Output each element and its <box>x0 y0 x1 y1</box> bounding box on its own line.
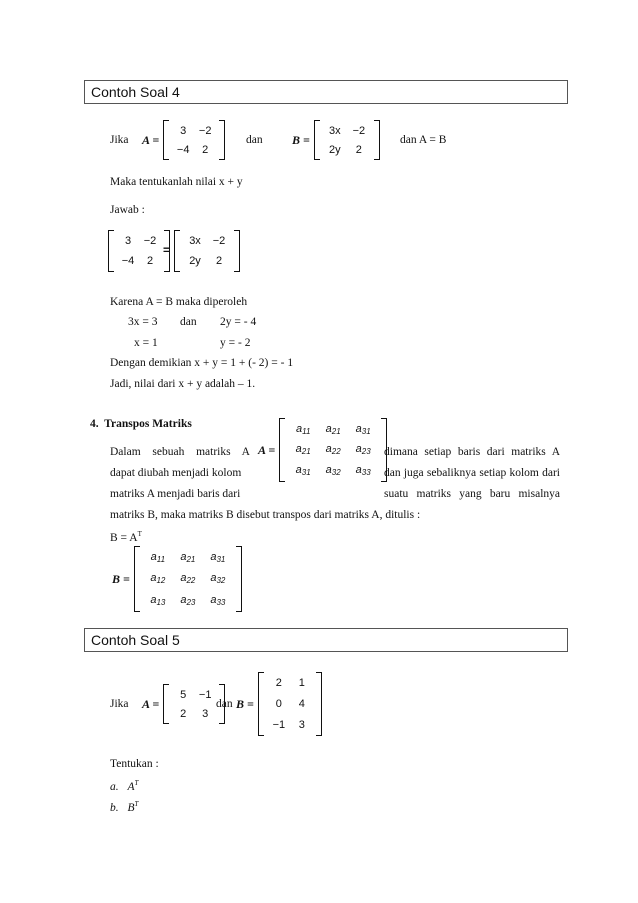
ex4-line1c: 2y = - 4 <box>220 316 257 328</box>
cell: 2 <box>355 143 362 156</box>
matrix-entry <box>143 551 173 564</box>
entry-subscript: 23 <box>361 447 371 457</box>
matrix-entry <box>318 464 348 477</box>
ex4-dan: dan <box>246 134 263 146</box>
item-text: B <box>127 802 135 814</box>
entry-subscript: 12 <box>156 576 166 586</box>
sec4-p2b: dan juga sebaliknya setiap kolom dari <box>384 467 560 479</box>
ex5-item-a <box>110 779 138 793</box>
entry-letter: a <box>150 551 157 564</box>
entry-subscript: 31 <box>361 426 371 436</box>
example-4-title-box <box>84 80 568 104</box>
entry-letter: a <box>325 443 332 456</box>
cell: 2 <box>180 707 187 720</box>
cell: −2 <box>143 235 157 247</box>
cell: 2y <box>329 143 341 156</box>
entry-letter: a <box>295 422 303 435</box>
entry-letter: a <box>210 593 217 606</box>
entry-letter: a <box>355 443 362 456</box>
ex4-line2a: x = 1 <box>134 337 158 349</box>
sec4-p1b: dimana setiap baris dari matriks A <box>384 446 560 458</box>
entry-letter: a <box>180 551 187 564</box>
matrix-entry <box>288 443 318 456</box>
entry-letter: a <box>150 593 157 606</box>
entry-letter: a <box>295 464 302 477</box>
example-5-title-box <box>84 628 568 652</box>
matrix-entry <box>318 423 348 436</box>
entry-subscript: 11 <box>156 555 166 565</box>
matrix-entry <box>203 551 233 564</box>
cell: −2 <box>198 124 212 137</box>
ex4-demikian: Dengan demikian x + y = 1 + (- 2) = - 1 <box>110 357 294 369</box>
matrix-entry <box>288 464 318 477</box>
cell: 3 <box>298 718 305 731</box>
ex4-jika: Jika <box>110 134 129 146</box>
sec4-p3b: suatu matriks yang baru misalnya <box>384 488 560 500</box>
ex5-tentukan: Tentukan : <box>110 758 159 770</box>
item-marker: b. <box>110 802 119 814</box>
entry-subscript: 22 <box>186 576 196 586</box>
item-text: A <box>127 781 135 793</box>
cell: 3x <box>189 235 201 247</box>
cell: 2 <box>146 255 154 267</box>
ex4-jadi: Jadi, nilai dari x + y adalah – 1. <box>110 378 256 390</box>
transpose-superscript: T <box>134 800 139 808</box>
entry-subscript: 11 <box>302 426 311 436</box>
cell: 0 <box>275 697 282 710</box>
cell: 2 <box>215 255 223 267</box>
entry-letter: a <box>355 422 362 435</box>
entry-letter: a <box>325 422 332 435</box>
ex4-karena: Karena A = B maka diperoleh <box>110 296 248 308</box>
ex4-line1a: 3x = 3 <box>128 316 158 328</box>
entry-subscript: 33 <box>216 597 226 607</box>
matrix-entry <box>203 572 233 585</box>
matrix-a-label: A = <box>258 442 276 457</box>
item-marker: a. <box>110 781 119 793</box>
cell: 5 <box>180 688 187 701</box>
cell: 4 <box>298 697 305 710</box>
example-4-title: Contoh Soal 4 <box>91 84 180 100</box>
ex4-line1b: dan <box>180 316 197 328</box>
entry-subscript: 33 <box>361 468 371 478</box>
ex4-matrix-right <box>174 230 240 272</box>
entry-letter: a <box>180 593 187 606</box>
entry-letter: a <box>210 572 217 585</box>
cell: 1 <box>298 677 305 690</box>
ex4-jawab: Jawab : <box>110 204 145 216</box>
entry-letter: a <box>295 443 302 456</box>
cell: −4 <box>176 143 190 156</box>
entry-subscript: 22 <box>331 447 341 457</box>
cell: 2 <box>275 677 282 690</box>
sec4-p1a: Dalam sebuah matriks A <box>110 446 250 458</box>
transpose-superscript: T <box>134 779 139 787</box>
entry-letter: a <box>150 572 157 585</box>
ex4-matrix-left <box>108 230 170 272</box>
sec4-matrix-b <box>112 546 242 612</box>
entry-subscript: 32 <box>331 468 341 478</box>
cell: −1 <box>272 718 286 731</box>
ex5-dan: dan <box>216 698 233 710</box>
entry-subscript: 21 <box>301 447 311 457</box>
matrix-entry <box>143 572 173 585</box>
b-equals-a: B = A <box>110 532 138 544</box>
sec4-p3a: matriks A menjadi baris dari <box>110 488 241 500</box>
cell: −2 <box>352 124 366 137</box>
ex4-dan-ab: dan A = B <box>400 134 447 146</box>
matrix-a-label: A = <box>142 132 160 147</box>
ex5-jika: Jika <box>110 698 129 710</box>
matrix-entry <box>348 423 378 436</box>
matrix-entry <box>348 464 378 477</box>
ex4-matrix-b <box>292 120 380 160</box>
cell: 3x <box>329 124 341 137</box>
section-heading: 4. Transpos Matriks <box>90 418 192 430</box>
sec4-p4: matriks B, maka matriks B disebut transpos dari matriks A, ditulis : <box>110 509 421 521</box>
ex5-matrix-a <box>142 684 225 724</box>
entry-subscript: 32 <box>216 576 226 586</box>
matrix-a-label: A = <box>142 696 160 711</box>
entry-letter: a <box>180 572 187 585</box>
cell: 3 <box>124 235 132 247</box>
cell: 2 <box>202 143 209 156</box>
entry-letter: a <box>355 464 362 477</box>
entry-subscript: 23 <box>186 597 196 607</box>
ex5-matrix-b <box>236 672 322 736</box>
sec4-p2a: dapat diubah menjadi kolom <box>110 467 242 479</box>
entry-subscript: 31 <box>216 555 226 565</box>
cell: 3 <box>202 707 209 720</box>
matrix-entry <box>173 572 203 585</box>
transpose-superscript: T <box>137 530 142 538</box>
entry-subscript: 31 <box>301 468 311 478</box>
cell: −4 <box>121 255 135 267</box>
matrix-b-label: B = <box>236 696 254 711</box>
ex5-item-b <box>110 800 138 814</box>
matrix-entry <box>203 594 233 607</box>
sec4-matrix-a <box>258 418 387 482</box>
matrix-b-label: B = <box>292 132 310 147</box>
entry-letter: a <box>325 464 332 477</box>
entry-subscript: 13 <box>156 597 166 607</box>
matrix-entry <box>288 423 318 436</box>
entry-subscript: 21 <box>331 426 341 436</box>
cell: 3 <box>180 124 187 137</box>
ex4-line2c: y = - 2 <box>220 337 251 349</box>
ex4-equals: = <box>163 243 171 257</box>
matrix-b-label: B = <box>112 571 130 586</box>
matrix-entry <box>318 443 348 456</box>
matrix-entry <box>348 443 378 456</box>
entry-subscript: 21 <box>186 555 196 565</box>
matrix-entry <box>143 594 173 607</box>
example-5-title: Contoh Soal 5 <box>91 632 180 648</box>
entry-letter: a <box>210 551 217 564</box>
ex4-matrix-a <box>142 120 225 160</box>
cell: −1 <box>198 688 212 701</box>
cell: 2y <box>189 255 201 267</box>
sec4-b-equals-at <box>110 530 142 544</box>
matrix-entry <box>173 594 203 607</box>
ex4-question: Maka tentukanlah nilai x + y <box>110 176 243 188</box>
cell: −2 <box>212 235 226 247</box>
matrix-entry <box>173 551 203 564</box>
